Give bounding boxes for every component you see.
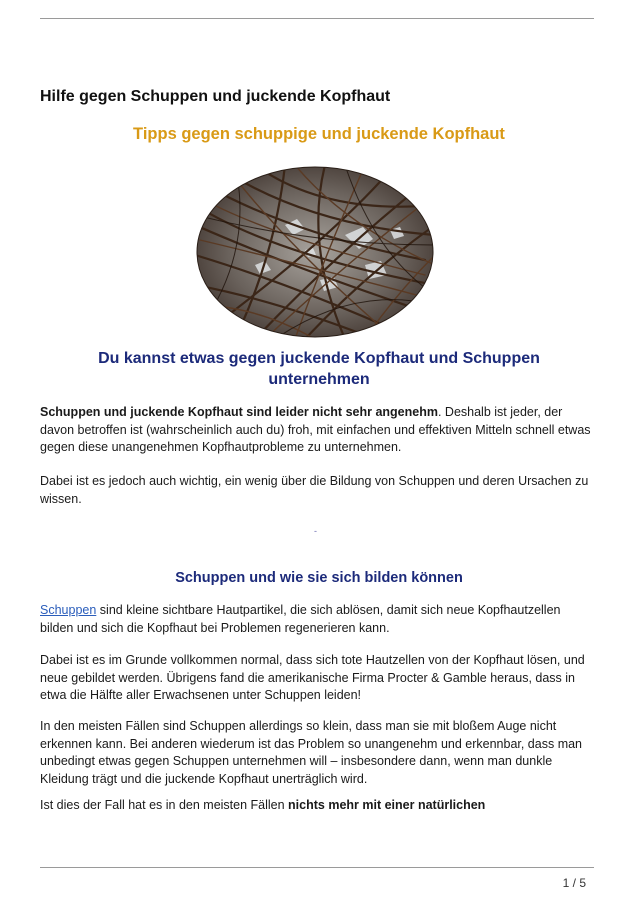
section-heading-2: Schuppen und wie sie sich bilden können [175, 570, 463, 586]
paragraph-normal-process: Dabei ist es im Grunde vollkommen normal, dass sich tote Hautzellen von der Kopfhaut lösen, und neue gebildet werden. Übrigens fand die amerikanische Firma Procter & Gamble heraus, dass in etwa die Hälfte aller Erwachsenen unter Schuppen leiden! [40, 653, 585, 702]
paragraph-formation-note: Dabei ist es jedoch auch wichtig, ein wenig über die Bildung von Schuppen und deren Ursachen zu wissen. [40, 474, 589, 506]
page-title: Hilfe gegen Schuppen und juckende Kopfhaut [40, 88, 391, 105]
page-subtitle: Tipps gegen schuppige und juckende Kopfhaut [133, 125, 505, 143]
paragraph-visibility: In den meisten Fällen sind Schuppen allerdings so klein, dass man sie mit bloßem Auge nicht erkennen kann. Bei anderen wiederum ist das Problem so unangenehm und erkennbar, dass man unbedingt etwas gegen Schuppen unternehmen will – insbesondere dann, wenn man dunkle Kleidung trägt und die juckende Kopfhaut unerträglich wird. [40, 719, 583, 786]
scalp-closeup-image [195, 165, 435, 339]
paragraph-intro [40, 404, 592, 457]
section-heading-1: Du kannst etwas gegen juckende Kopfhaut und Schuppen unternehmen [98, 350, 540, 388]
paragraph-definition [40, 602, 592, 637]
header-rule [40, 18, 594, 19]
definition-rest-text: sind kleine sichtbare Hautpartikel, die sich ablösen, damit sich neue Kopfhautzellen bilden und sich die Kopfhaut bei Problemen regenerieren kann. [40, 603, 561, 635]
intro-rest-text: . Deshalb ist jeder, der davon betroffen ist (wahrscheinlich auch du) froh, mit einfachen und effektiven Mitteln schnell etwas gegen diese unangenehmen Kopfhautprobleme zu unternehmen. [40, 405, 591, 454]
schuppen-link[interactable]: Schuppen [40, 603, 97, 617]
paragraph-continuation [40, 797, 592, 815]
page-number: 1 / 5 [562, 876, 586, 890]
intro-bold-text: Schuppen und juckende Kopfhaut sind leider nicht sehr angenehm [40, 405, 438, 419]
embedded-link-marker[interactable]: - [314, 526, 317, 536]
continuation-text: Ist dies der Fall hat es in den meisten Fällen [40, 798, 289, 812]
continuation-bold-text: nichts mehr mit einer natürlichen [288, 798, 486, 812]
footer-rule [40, 867, 594, 868]
